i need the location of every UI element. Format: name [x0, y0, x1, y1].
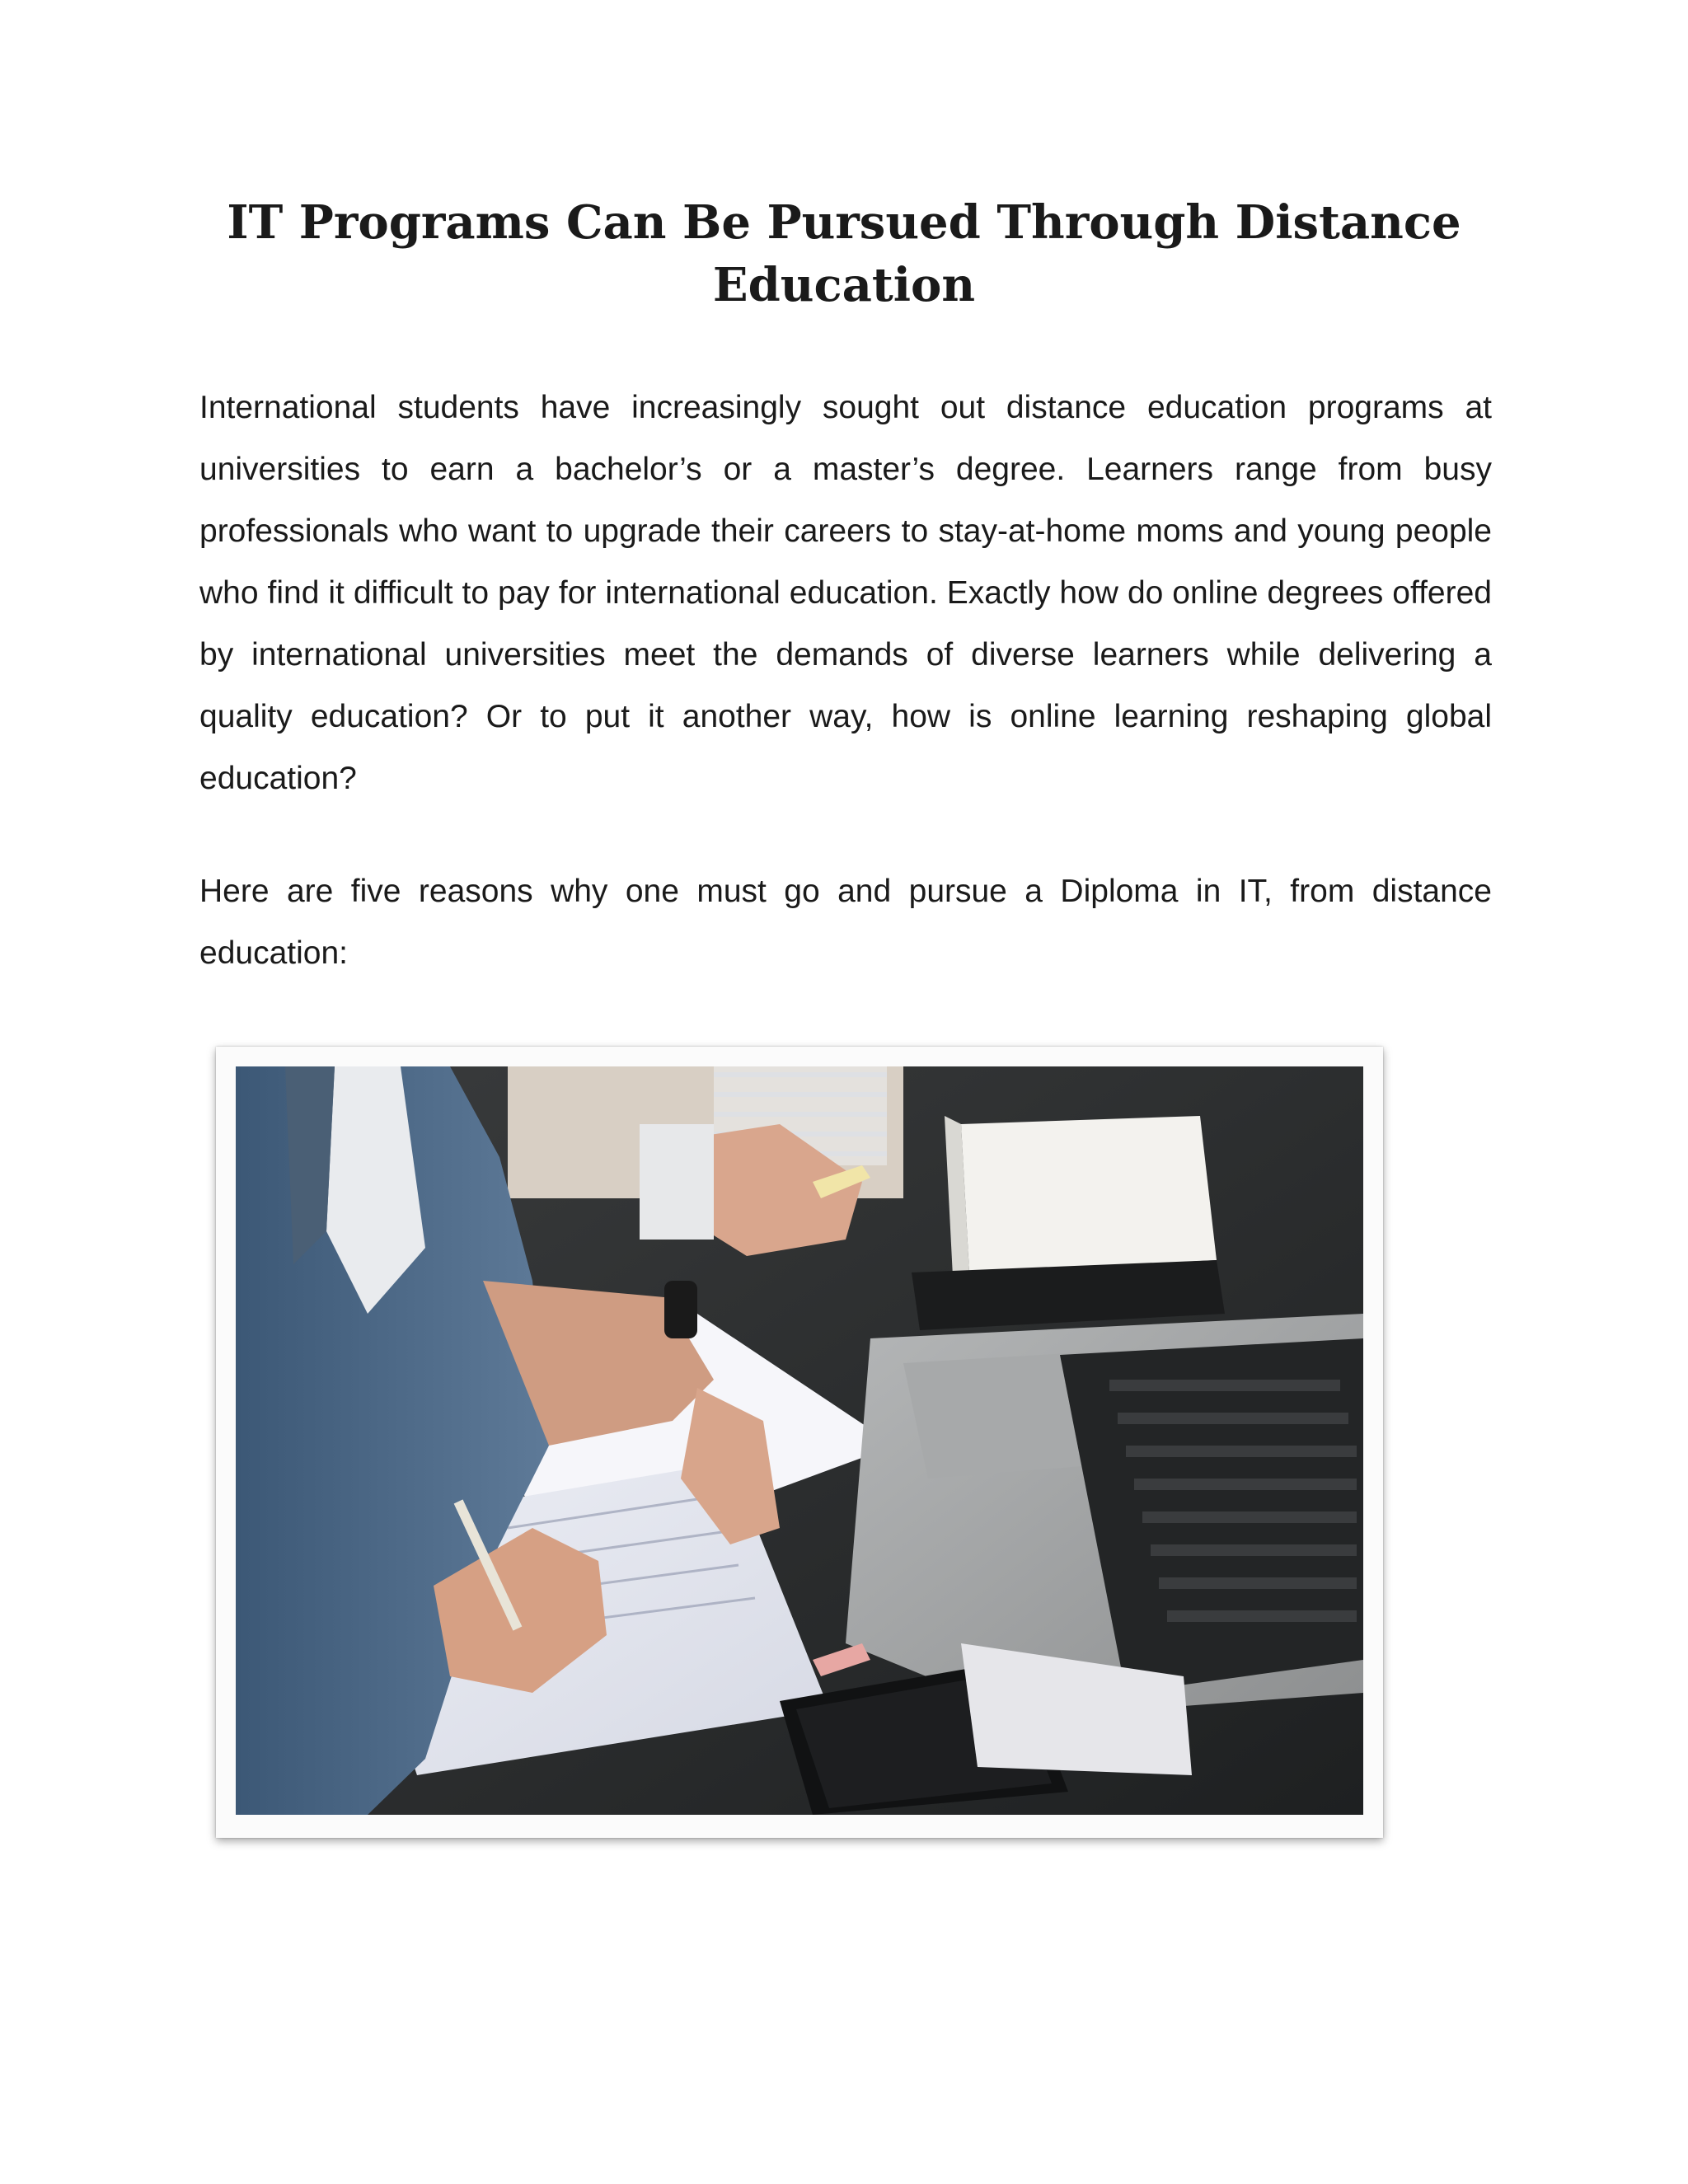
- photo-frame: [216, 1047, 1383, 1838]
- page-title: IT Programs Can Be Pursued Through Distance Education: [227, 195, 1461, 312]
- intro-paragraph: International students have increasingly sought out distance education programs at universities to earn a bachelor’s or a master’s degree. Learners range from busy professionals who want to upgrade their careers to stay-at-home moms and young people who find it difficult to pay for international education. Exactly how do online degrees offered by international universities meet the demands of diverse learners while delivering a quality education? Or to put it another way, how is online learning reshaping global education?: [199, 390, 1492, 796]
- study-desk-photo: [236, 1066, 1363, 1815]
- reasons-intro-paragraph: Here are five reasons why one must go and pursue a Diploma in IT, from distance education:: [199, 874, 1492, 971]
